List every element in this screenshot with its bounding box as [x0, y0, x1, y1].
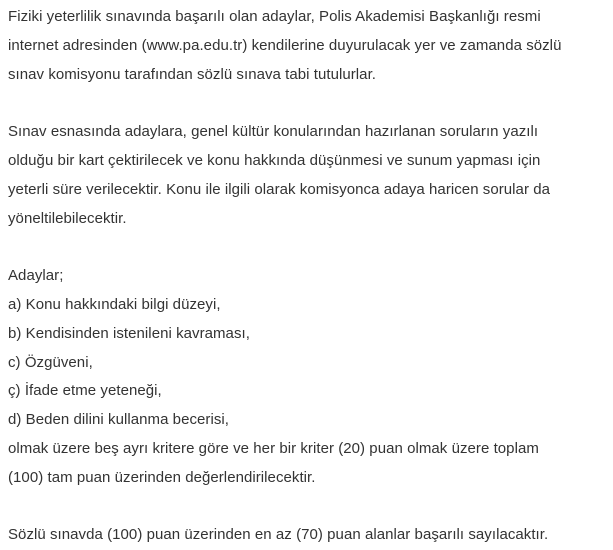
document-body: [8, 0, 608, 550]
text-line: (100) tam puan üzerinden değerlendirilecektir.: [8, 468, 316, 486]
criteria-item: d) Beden dilini kullanma becerisi,: [8, 411, 229, 429]
criteria-item: b) Kendisinden istenileni kavraması,: [8, 324, 250, 342]
paragraph-passing-score: [8, 521, 608, 550]
paragraph-oral-exam-announcement: [8, 3, 608, 89]
text-line: olmak üzere beş ayrı kritere göre ve her bir kriter (20) puan olmak üzere toplam: [8, 439, 539, 457]
criteria-item: ç) İfade etme yeteneği,: [8, 382, 162, 400]
paragraph-spacer: [8, 493, 608, 522]
criteria-item: c) Özgüveni,: [8, 353, 93, 371]
text-line: olduğu bir kart çektirilecek ve konu hakkında düşünmesi ve sunum yapması için: [8, 151, 541, 169]
text-line: sınav komisyonu tarafından sözlü sınava tabi tutulurlar.: [8, 65, 376, 83]
text-line: yeterli süre verilecektir. Konu ile ilgili olarak komisyonca adaya haricen sorular da: [8, 180, 551, 198]
text-line: Sınav esnasında adaylara, genel kültür konularından hazırlanan soruların yazılı: [8, 123, 539, 141]
text-line: internet adresinden (www.pa.edu.tr) kendilerine duyurulacak yer ve zamanda sözlü: [8, 36, 562, 54]
paragraph-exam-procedure: [8, 118, 608, 233]
text-line: Fiziki yeterlilik sınavında başarılı olan adaylar, Polis Akademisi Başkanlığı resmi: [8, 8, 541, 25]
criteria-item: a) Konu hakkındaki bilgi düzeyi,: [8, 295, 221, 313]
paragraph-spacer: [8, 89, 608, 118]
paragraph-evaluation-criteria: [8, 262, 608, 492]
paragraph-spacer: [8, 233, 608, 262]
text-line: yöneltilebilecektir.: [8, 209, 127, 227]
text-line: Sözlü sınavda (100) puan üzerinden en az (70) puan alanlar başarılı sayılacaktır.: [8, 526, 549, 544]
criteria-intro: Adaylar;: [8, 267, 64, 285]
